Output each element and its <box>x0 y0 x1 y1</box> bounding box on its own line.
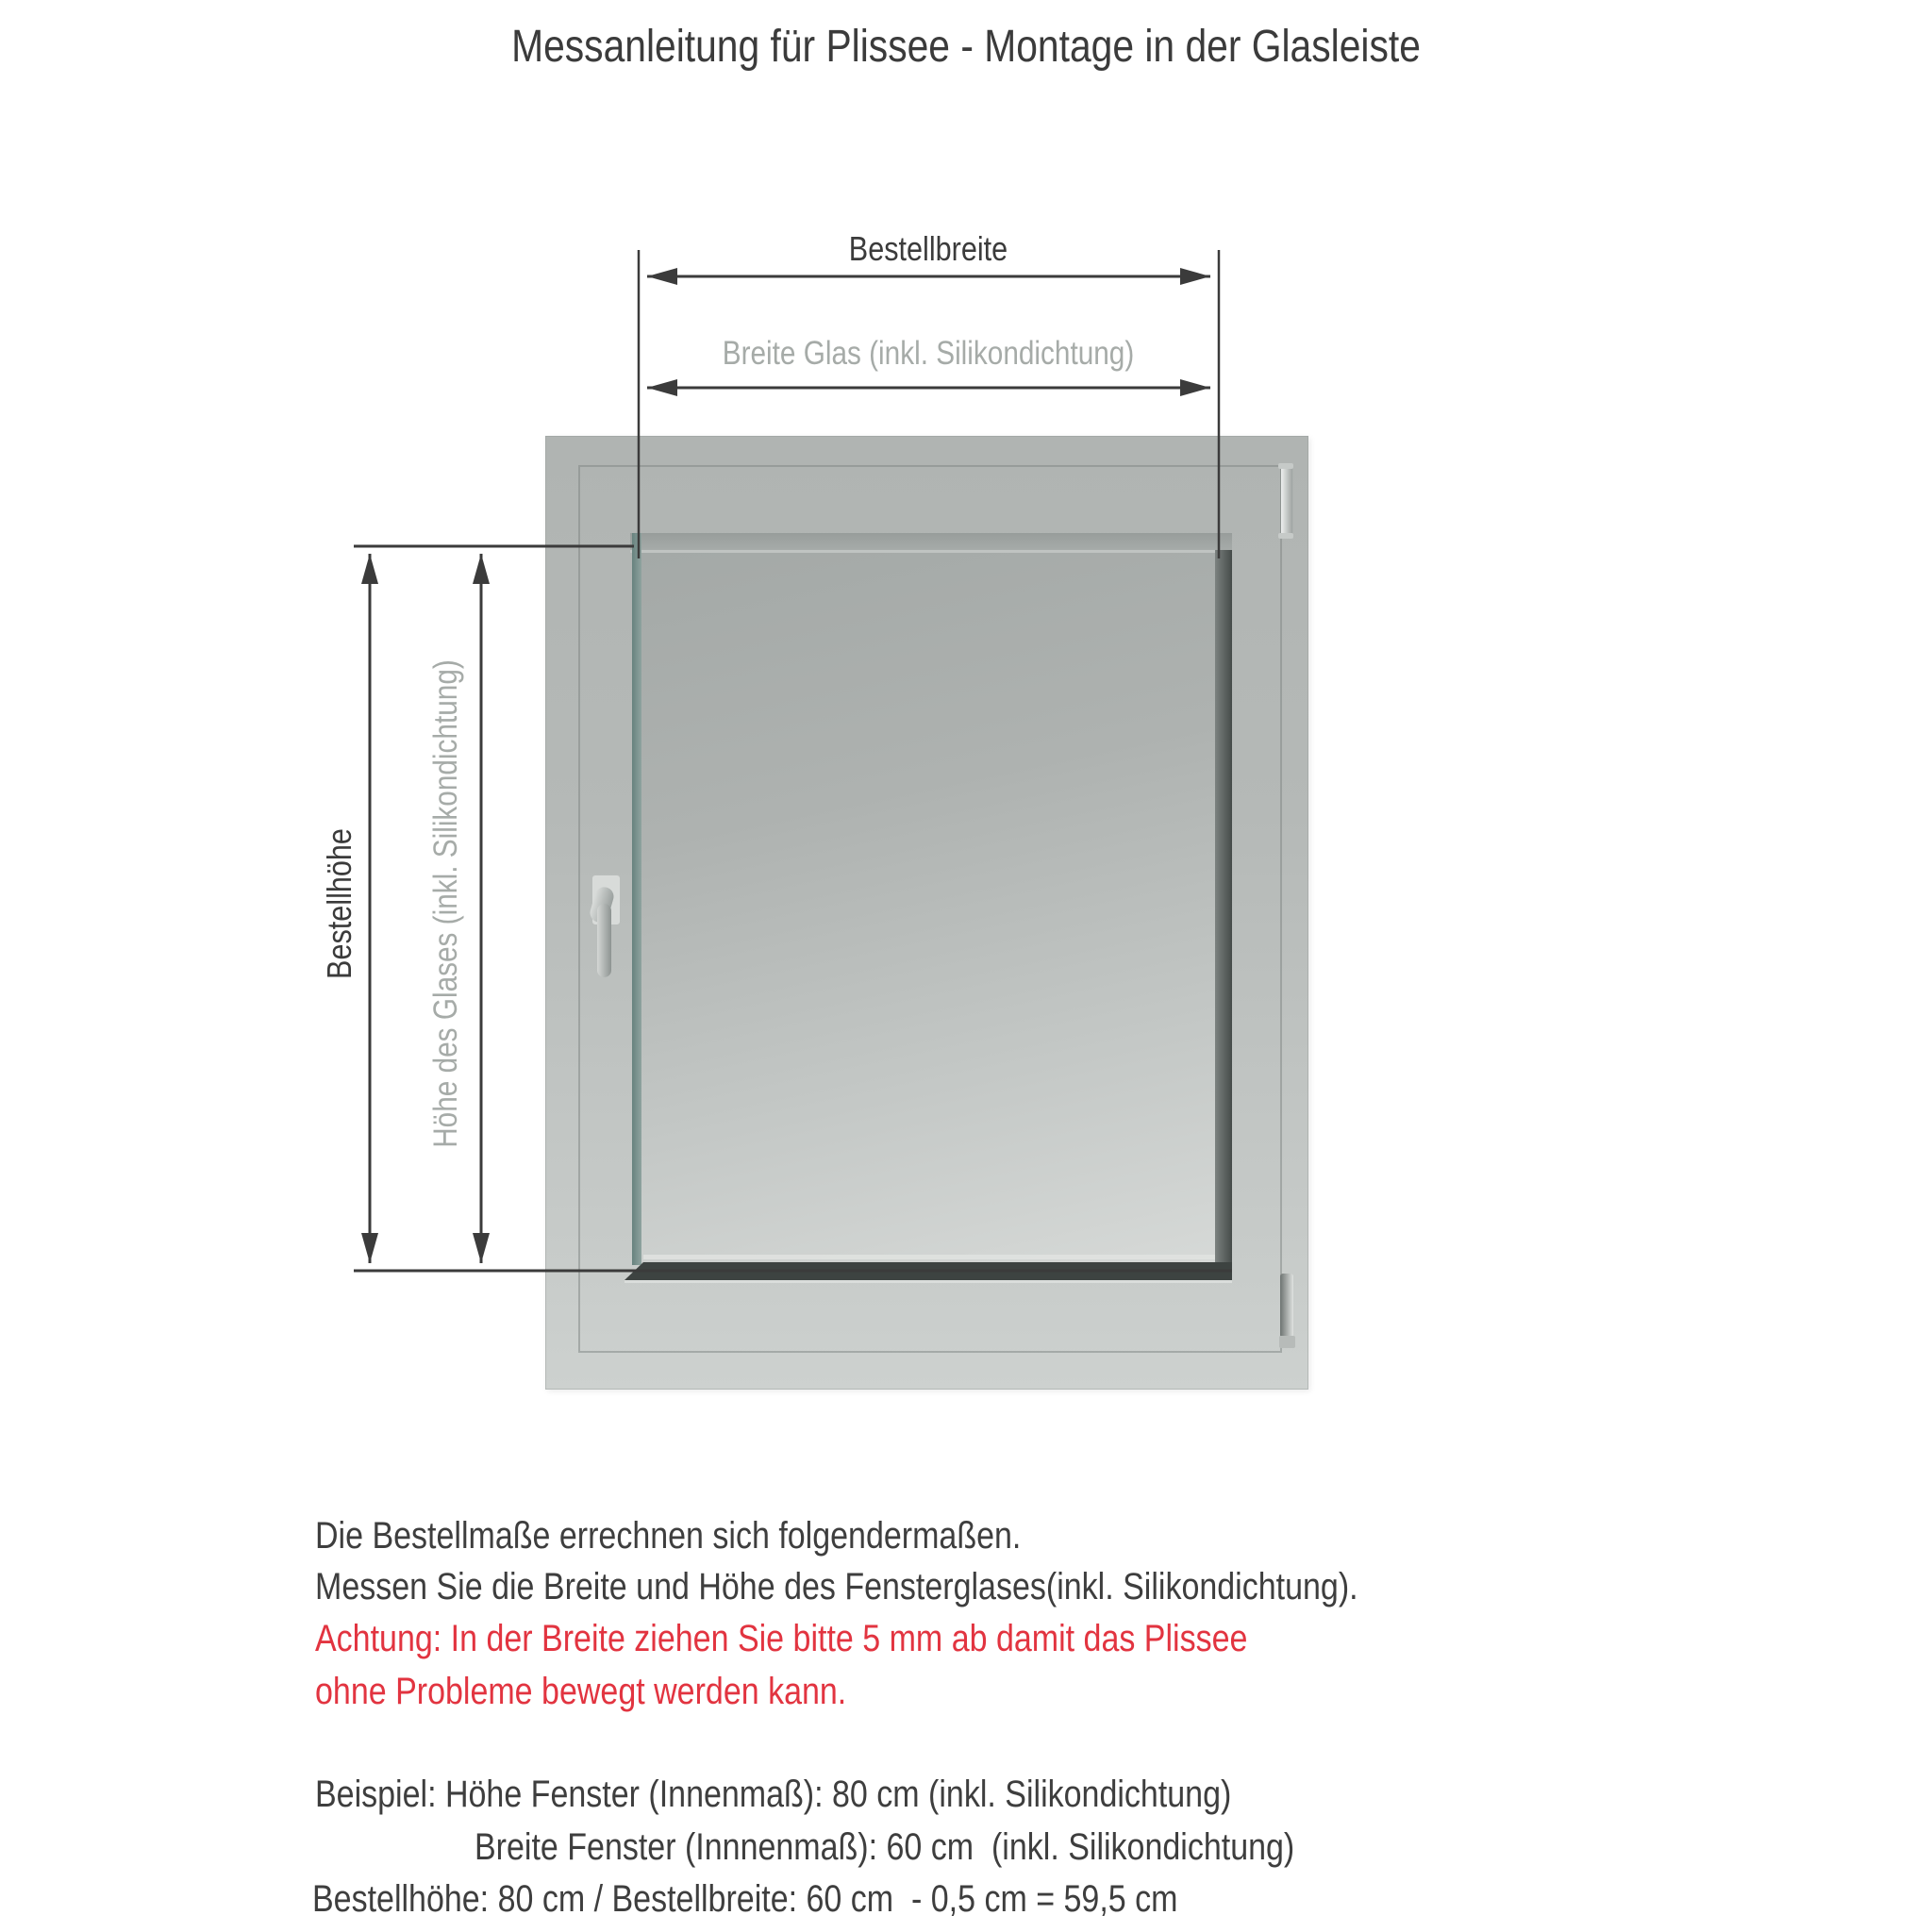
glass-bevel-bottom-highlight <box>625 1280 1232 1283</box>
glass-bevel-right <box>1215 550 1232 1262</box>
window-hinge-top <box>1280 466 1293 539</box>
window-hinge-bottom <box>1280 1274 1293 1338</box>
glass-height-label: Höhe des Glases (inkl. Silikondichtung) <box>427 659 464 1148</box>
order-height-label: Bestellhöhe <box>320 828 358 979</box>
warning-line-1: Achtung: In der Breite ziehen Sie bitte 5 mm ab damit das Plissee <box>315 1618 1248 1659</box>
page-title: Messanleitung für Plissee - Montage in der Glasleiste <box>511 22 1421 72</box>
order-width-label: Bestellbreite <box>848 229 1008 268</box>
glazing-bead-top <box>630 533 1232 553</box>
example-line-width: Breite Fenster (Innnenmaß): 60 cm (inkl. Silikondichtung) <box>475 1826 1295 1868</box>
instruction-line-1: Die Bestellmaße errechnen sich folgendermaßen. <box>315 1515 1022 1557</box>
window-hinge-top-cap-lower <box>1278 533 1293 539</box>
warning-line-2: ohne Probleme bewegt werden kann. <box>315 1671 847 1712</box>
glass-width-label: Breite Glas (inkl. Silikondichtung) <box>722 335 1135 372</box>
window-glass <box>641 553 1215 1262</box>
window-hinge-bottom-foot <box>1279 1336 1295 1348</box>
glass-bevel-bottom <box>625 1262 1232 1280</box>
instruction-line-2: Messen Sie die Breite und Höhe des Fensterglases(inkl. Silikondichtung). <box>315 1566 1358 1607</box>
example-line-height: Beispiel: Höhe Fenster (Innenmaß): 80 cm (inkl. Silikondichtung) <box>315 1774 1232 1815</box>
window-handle-lever <box>597 904 611 977</box>
example-line-result: Bestellhöhe: 80 cm / Bestellbreite: 60 cm - 0,5 cm = 59,5 cm <box>312 1878 1178 1920</box>
glass-edge-left <box>632 533 641 1265</box>
window-hinge-top-cap-upper <box>1278 463 1293 469</box>
glass-bottom-highlight <box>643 1255 1215 1259</box>
